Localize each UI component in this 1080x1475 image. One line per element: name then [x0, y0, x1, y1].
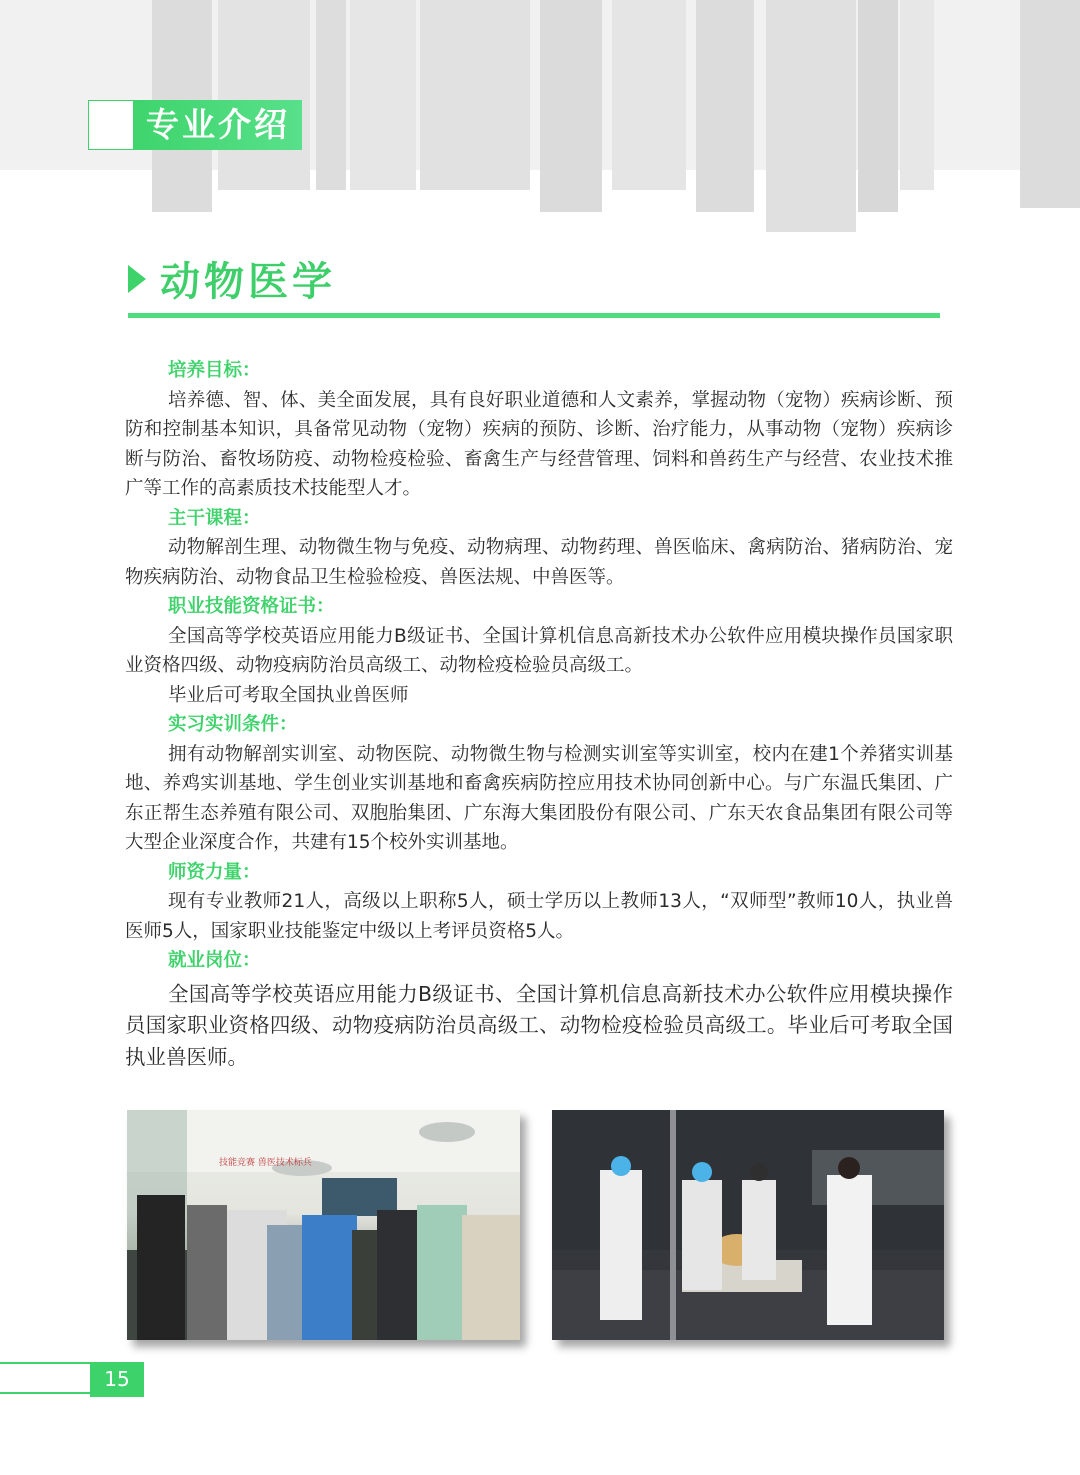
svg-text:技能竞赛 兽医技术标兵: 技能竞赛 兽医技术标兵: [219, 1158, 312, 1168]
section-paragraph: 现有专业教师21人，高级以上职称5人，硕士学历以上教师13人，“双师型”教师10人，执业兽医师5人，国家职业技能鉴定中级以上考评员资格5人。: [125, 891, 953, 942]
section-paragraph: 培养德、智、体、美全面发展，具有良好职业道德和人文素养，掌握动物（宠物）疾病诊断、预防和控制基本知识，具备常见动物（宠物）疾病的预防、诊断、治疗能力，从事动物（宠物）疾病诊断与防治、畜牧场防疫、动物检疫检验、畜禽生产与经营管理、饲料和兽药生产与经营、农业技术推广等工作的高素质技术技能型人才。: [125, 389, 953, 499]
section-heading: 培养目标：: [168, 360, 261, 381]
page-number-line: [0, 1362, 92, 1394]
section-heading: 就业岗位：: [168, 950, 261, 971]
section-faculty: [125, 858, 953, 947]
section-heading: 职业技能资格证书：: [168, 596, 335, 617]
section-paragraph: 动物解剖生理、动物微生物与免疫、动物病理、动物药理、兽医临床、禽病防治、猪病防治、宠物疾病防治、动物食品卫生检验检疫、兽医法规、中兽医等。: [125, 537, 953, 588]
title-underline: [128, 313, 940, 318]
major-content: [125, 356, 953, 1073]
photo-surgery-illustration: [552, 1110, 944, 1340]
section-heading: 师资力量：: [168, 861, 261, 883]
decor-stripe: [420, 0, 530, 190]
decor-stripe: [540, 0, 602, 212]
section-goal: [125, 356, 953, 504]
decor-stripe: [696, 0, 754, 212]
photo-teaching-demo: [127, 1110, 520, 1340]
decor-stripe: [900, 0, 934, 190]
section-heading: 主干课程：: [168, 507, 261, 529]
decor-stripe: [350, 0, 416, 190]
section-heading: 实习实训条件：: [168, 714, 298, 735]
section-paragraph: 毕业后可考取全国执业兽医师: [168, 684, 409, 706]
decor-stripe: [858, 0, 898, 212]
photo-teaching-illustration: [127, 1110, 520, 1340]
section-paragraph: 全国高等学校英语应用能力B级证书、全国计算机信息高新技术办公软件应用模块操作员国家职业资格四级、动物疫病防治员高级工、动物检疫检验员高级工。: [125, 625, 953, 676]
section-certificates: [125, 592, 953, 710]
decor-stripe: [766, 0, 856, 232]
photo-surgery-lab: [552, 1110, 944, 1340]
section-training: [125, 710, 953, 858]
section-tag: [88, 100, 302, 150]
major-title-text: 动物医学: [160, 259, 336, 305]
section-paragraph: 拥有动物解剖实训室、动物医院、动物微生物与检测实训室等实训室，校内在建1个养猪实训基地、养鸡实训基地、学生创业实训基地和畜禽疾病防控应用技术协同创新中心。与广东温氏集团、广东正帮生态养殖有限公司、双胞胎集团、广东海大集团股份有限公司、广东天农食品集团有限公司等大型企业深度合作，共建有15个校外实训基地。: [125, 743, 953, 853]
section-tag-box: [88, 100, 134, 150]
triangle-bullet-icon: [128, 265, 146, 293]
decor-stripe: [1020, 0, 1080, 208]
section-tag-label: 专业介绍: [134, 100, 302, 150]
major-title: [128, 250, 336, 307]
decor-stripe: [218, 0, 310, 190]
page-number: 15: [90, 1362, 144, 1397]
decor-stripe: [316, 0, 346, 190]
section-jobs: [125, 946, 953, 1073]
decor-stripe: [612, 0, 686, 190]
section-courses: [125, 504, 953, 593]
section-paragraph: 全国高等学校英语应用能力B级证书、全国计算机信息高新技术办公软件应用模块操作员国家职业资格四级、动物疫病防治员高级工、动物检疫检验员高级工。毕业后可考取全国执业兽医师。: [125, 981, 953, 1069]
